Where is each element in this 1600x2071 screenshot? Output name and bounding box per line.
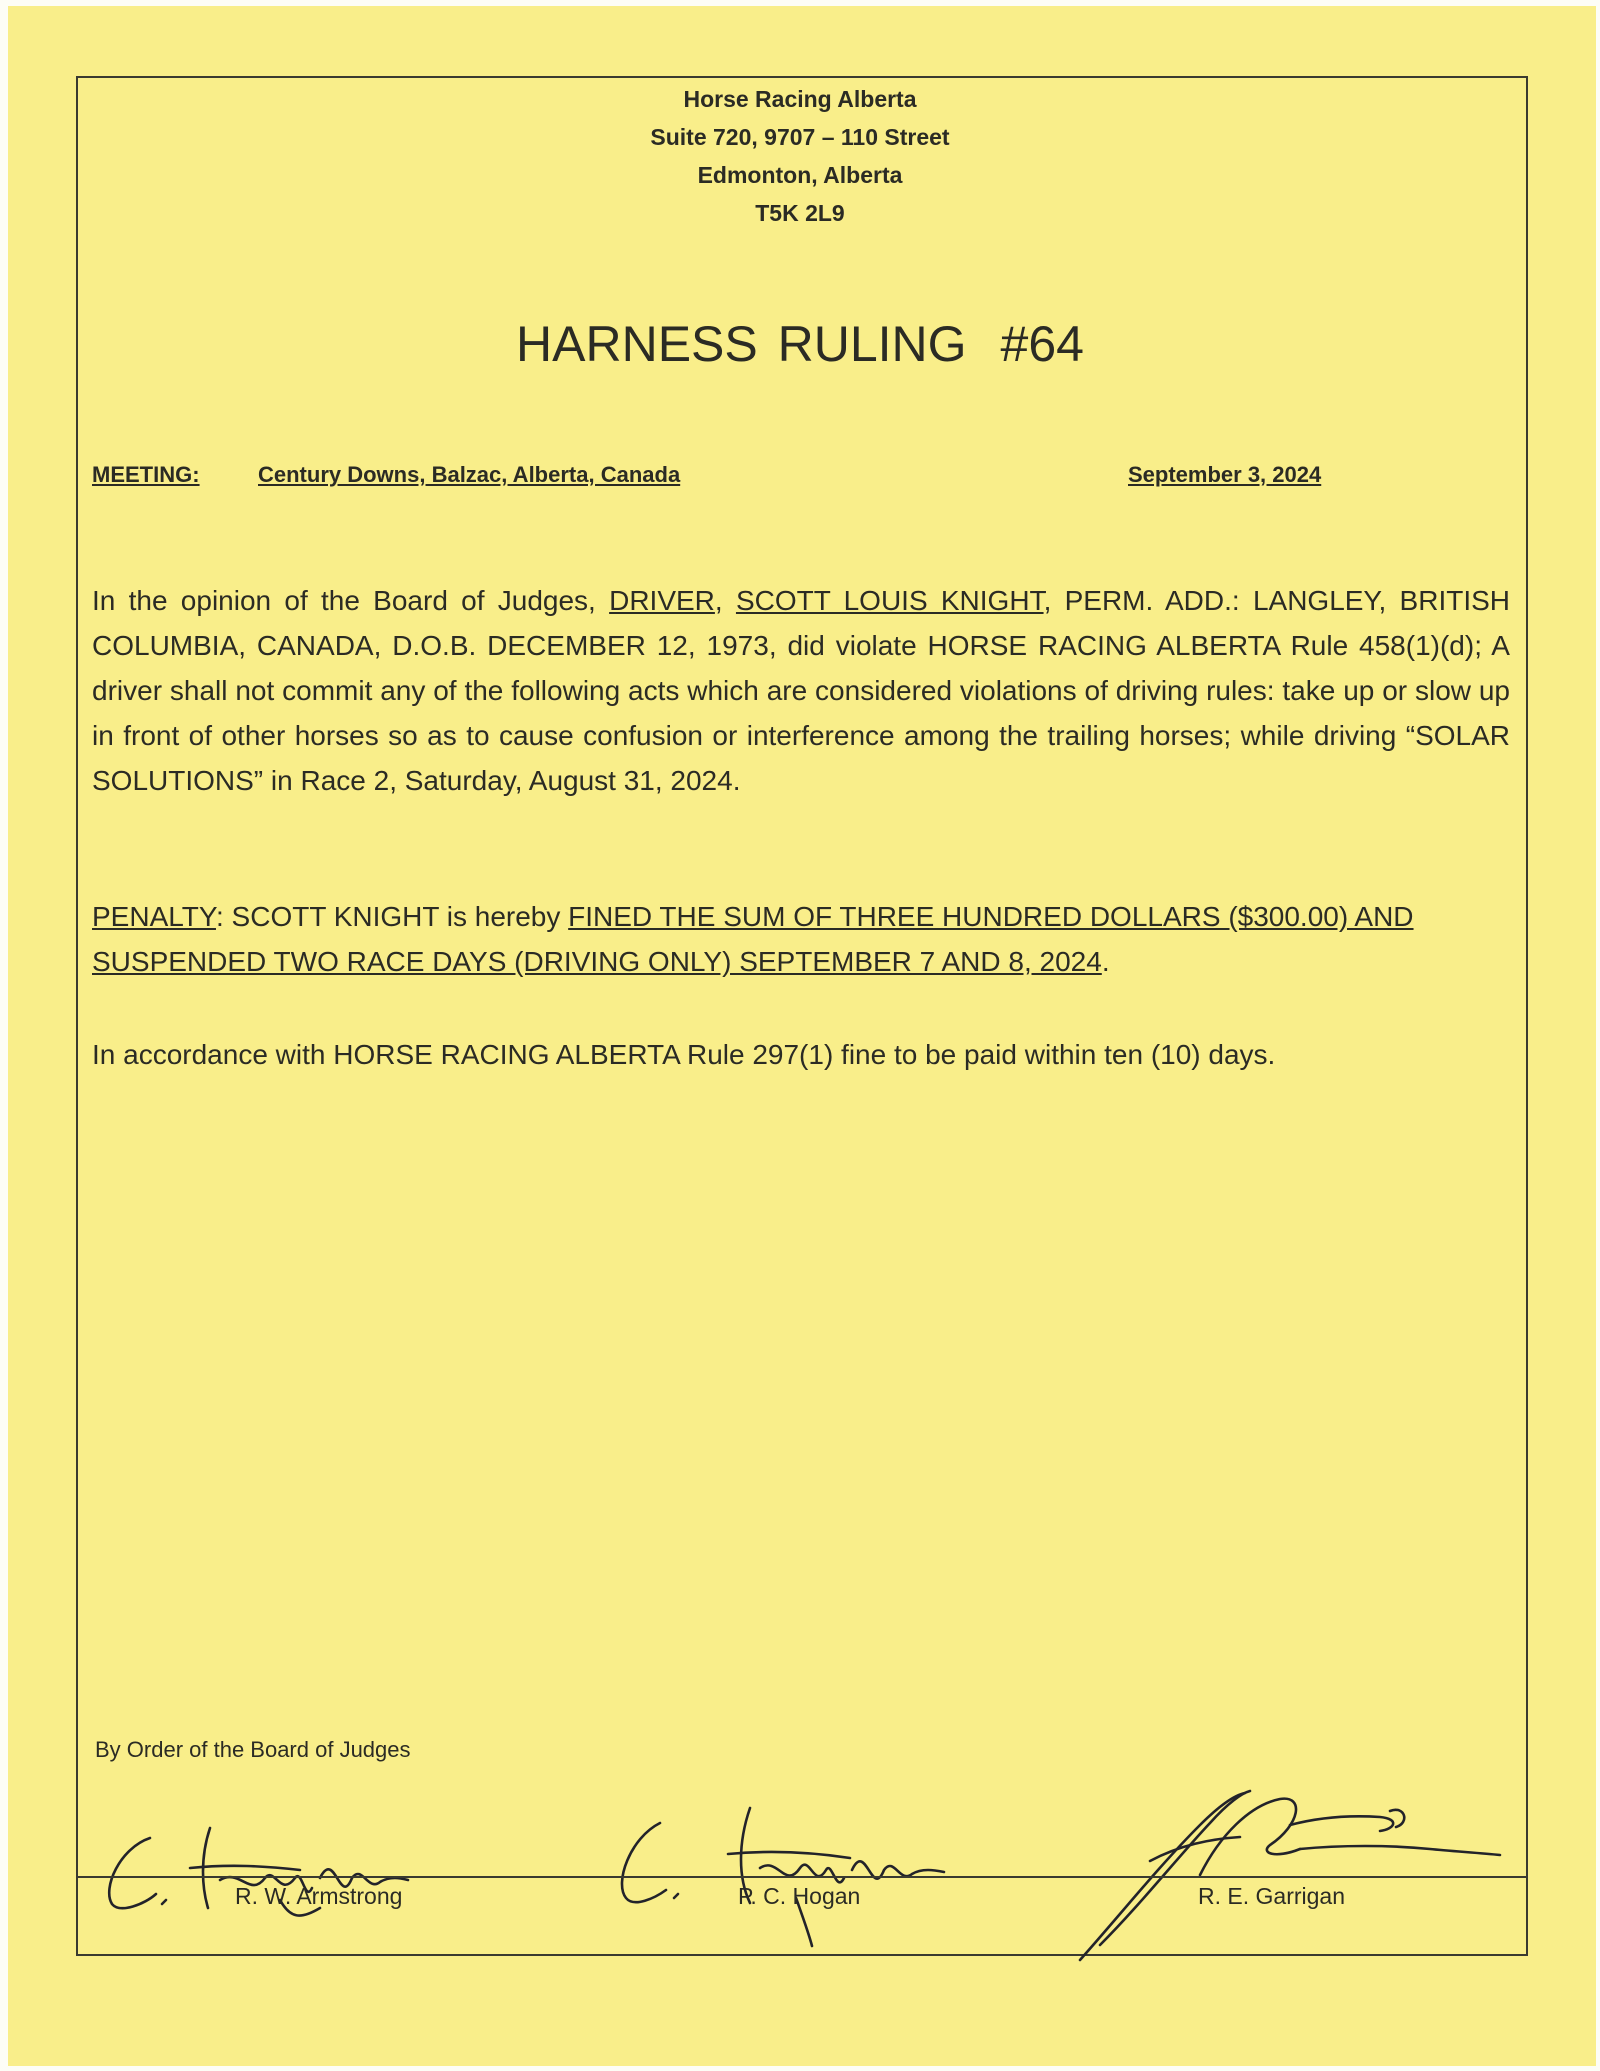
org-name: Horse Racing Alberta: [683, 86, 917, 112]
meeting-location: Century Downs, Balzac, Alberta, Canada: [258, 462, 681, 487]
org-address-line1: Suite 720, 9707 – 110 Street: [650, 124, 950, 150]
judge-name-hogan: P. C. Hogan: [738, 1883, 861, 1909]
judge-name-garrigan: R. E. Garrigan: [1198, 1883, 1345, 1909]
judge-name-armstrong: R. W. Armstrong: [235, 1883, 403, 1909]
penalty-end: .: [1101, 946, 1110, 977]
org-postal-code: T5K 2L9: [755, 200, 845, 226]
signature-armstrong: [90, 1808, 450, 1928]
opinion-licensee-name: SCOTT LOUIS KNIGHT: [735, 585, 1044, 616]
accordance-paragraph: In accordance with HORSE RACING ALBERTA Rule 297(1) fine to be paid within ten (10) days.: [92, 1039, 1276, 1070]
opinion-details: , PERM. ADD.: LANGLEY, BRITISH COLUMBIA, CANADA, D.O.B. DECEMBER 12, 1973, did violate HORSE RACING ALBERTA Rule 458(1)(d); A driver shall not commit any of the following acts which are considered violations of driving rules: take up or slow up in front of other horses so as to cause confusion or interference among the trailing horses; while driving “SOLAR SOLUTIONS” in Race 2, Saturday, August 31, 2024.: [92, 585, 1510, 796]
org-address-line2: Edmonton, Alberta: [697, 162, 903, 188]
opinion-intro: In the opinion of the Board of Judges,: [92, 585, 610, 616]
signature-hogan: [600, 1798, 1000, 1948]
meeting-label: MEETING:: [92, 462, 200, 487]
meeting-date: September 3, 2024: [1128, 462, 1322, 487]
signature-garrigan: [1060, 1765, 1530, 1965]
opinion-role: DRIVER: [609, 585, 715, 616]
penalty-paragraph: [92, 894, 1510, 984]
by-order-label: By Order of the Board of Judges: [95, 1737, 411, 1762]
opinion-separator: ,: [714, 585, 736, 616]
opinion-paragraph: [92, 578, 1510, 803]
letterhead: [0, 80, 1600, 232]
signature-line: [78, 1876, 1526, 1878]
penalty-terms: FINED THE SUM OF THREE HUNDRED DOLLARS ($300.00) AND SUSPENDED TWO RACE DAYS (DRIVING ONLY) SEPTEMBER 7 AND 8, 2024: [92, 901, 1414, 977]
penalty-label: PENALTY: [92, 901, 216, 932]
ruling-title: [0, 315, 1600, 373]
ruling-number: #64: [1000, 316, 1084, 372]
ruling-title-label: HARNESS RULING: [516, 316, 967, 372]
penalty-lead: : SCOTT KNIGHT is hereby: [215, 901, 569, 932]
